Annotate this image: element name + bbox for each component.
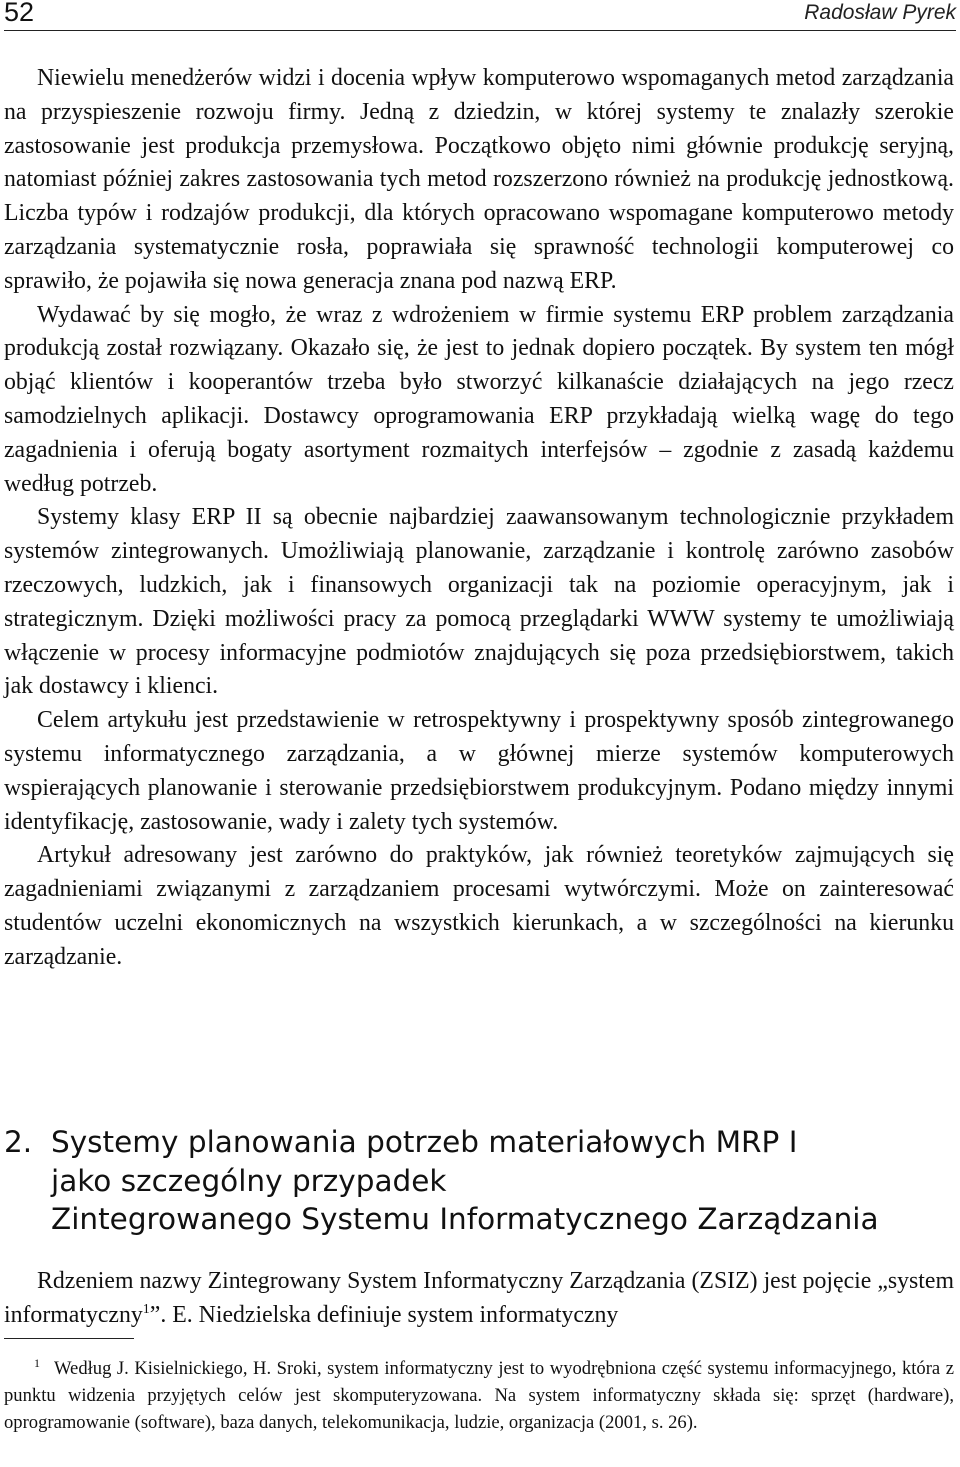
paragraph-text: Rdzeniem nazwy Zintegrowany System Informatyczny Zarządzania (ZSIZ) jest pojęcie „system informatyczny <box>4 1268 954 1328</box>
paragraph: Systemy klasy ERP II są obecnie najbardziej zaawansowanym technologicznie przykładem systemów zintegrowanych. Umożliwiają planowanie, zarządzanie i kontrolę zarówno zasobów rzeczowych, ludzkich, jak i finansowych organizacji tak na poziomie operacyjnym, jak i strategicznym. Dzięki możliwości pracy za pomocą przeglądarki WWW systemy te umożliwiają włączenie w procesy informacyjne podmiotów znajdujących się poza przedsiębiorstwem, takich jak dostawcy i klienci. <box>4 504 954 700</box>
footnote-mark: 1 <box>34 1356 40 1370</box>
footnote <box>4 1356 954 1436</box>
paragraph <box>4 1265 954 1333</box>
paragraph: Niewielu menedżerów widzi i docenia wpływ komputerowo wspomaganych metod zarządzania na przyspieszenie rozwoju firmy. Jedną z dziedzin, w której systemy te znalazły szerokie zastosowanie jest produkcja przemysłowa. Początkowo objęto nimi głównie produkcję seryjną, natomiast później zakres zastosowania tych metod rozszerzono również na produkcję jednostkową. Liczba typów i rodzajów produkcji, dla których opracowano wspomagane komputerowo metody zarządzania systematycznie rosła, poprawiała się sprawność technologii komputerowej co sprawiło, że pojawiła się nowa generacja znana pod nazwą ERP. <box>4 65 954 294</box>
paragraph: Artykuł adresowany jest zarówno do praktyków, jak również teoretyków zajmujących się zagadnieniami związanymi z zarządzaniem procesami wytwórczymi. Może on zainteresować studentów uczelni ekonomicznych na wszystkich kierunkach, a w szczególności na kierunku zarządzanie. <box>4 842 954 970</box>
footnote-text: Według J. Kisielnickiego, H. Sroki, system informatyczny jest to wyodrębniona część systemu informacyjnego, która z punktu widzenia przyjętych celów jest skomputeryzowana. Na system informatyczny składa się: sprzęt (hardware), oprogramowanie (software), baza danych, telekomunikacja, ludzie, organizacja (2001, s. 26). <box>4 1358 954 1433</box>
running-header <box>4 0 956 31</box>
introduction-text <box>4 62 954 975</box>
section-title: Systemy planowania potrzeb materiałowych MRP I jako szczególny przypadek Zintegrowanego Systemu Informatycznego Zarządzania <box>51 1125 879 1236</box>
paragraph-text-continued: ”. E. Niedzielska definiuje system informatyczny <box>149 1301 619 1328</box>
footnotes <box>4 1356 954 1436</box>
section-body-text <box>4 1265 954 1333</box>
footnote-separator <box>4 1338 134 1339</box>
footnote-reference[interactable]: 1 <box>142 1301 150 1317</box>
running-header-author: Radosław Pyrek <box>804 1 956 24</box>
page-number: 52 <box>4 0 35 27</box>
paragraph: Wydawać by się mogło, że wraz z wdrożeniem w firmie systemu ERP problem zarządzania produkcją został rozwiązany. Okazało się, że jest to jednak dopiero początek. By system ten mógł objąć klientów i kooperantów trzeba było stworzyć kilkanaście działających na jego rzecz samodzielnych aplikacji. Dostawcy oprogramowania ERP przykładają wielką wagę do tego zagadnienia i oferują bogaty asortyment rozmaitych interfejsów – zgodnie z zasadą każdemu według potrzeb. <box>4 301 954 497</box>
paragraph: Celem artykułu jest przedstawienie w retrospektywny i prospektywny sposób zintegrowanego systemu informatycznego zarządzania, a w głównej mierze systemów komputerowych wspierających planowanie i sterowanie przedsiębiorstwem produkcyjnym. Podano między innymi identyfikację, zastosowanie, wady i zalety tych systemów. <box>4 707 954 835</box>
section-number: 2. <box>4 1125 33 1159</box>
